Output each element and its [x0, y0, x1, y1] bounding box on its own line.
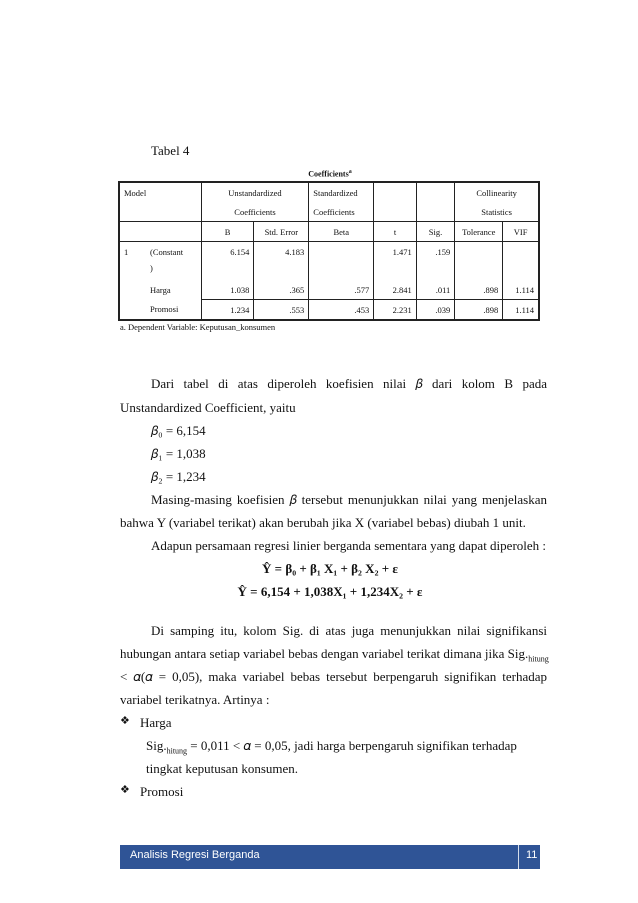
table-row	[119, 261, 539, 280]
table-row	[119, 280, 539, 300]
para4-line4: variabel terikatnya. Artinya :	[120, 692, 270, 707]
row-name: (Constant	[150, 246, 184, 257]
hdr-beta: Beta	[309, 222, 374, 242]
cell-se: 4.183	[254, 242, 309, 262]
page-number: 11	[526, 849, 538, 861]
hdr-model: Model	[124, 187, 147, 198]
para4-line1: Di samping itu, kolom Sig. di atas juga menunjukkan nilai signifikansi	[151, 623, 547, 638]
hdr-t: t	[374, 222, 417, 242]
cell-sig: .011	[416, 280, 454, 300]
harga-line1	[146, 738, 547, 756]
beta0-line: 𝛽₀ = 6,154	[151, 423, 206, 438]
beta1-line: 𝛽₁ = 1,038	[151, 446, 206, 461]
diamond-bullet-icon	[120, 786, 130, 796]
table-caption: Tabel 4	[151, 143, 190, 158]
hdr-unstd-1: Unstandardized	[201, 182, 309, 202]
hdr-tolerance: Tolerance	[455, 222, 503, 242]
cell-vif: 1.114	[503, 300, 539, 321]
regression-equation-general: Ŷ = β₀ + β₁ X₁ + β₂ X₂ + ε	[262, 561, 398, 576]
para3-line1: Adapun persamaan regresi linier berganda sementara yang dapat diperoleh :	[151, 538, 547, 553]
cell-se: .553	[254, 300, 309, 321]
cell-t: 1.471	[374, 242, 417, 262]
cell-vif	[503, 242, 539, 262]
cell-b: 1.038	[201, 280, 254, 300]
coefficients-table	[118, 181, 540, 321]
diamond-bullet-icon	[120, 717, 130, 727]
harga-line1-text: = 0,011 < 𝛼 = 0,05, jadi harga berpengaruh signifikan terhadap	[187, 738, 517, 753]
row-name-cont: )	[150, 263, 153, 273]
cell-beta: .453	[309, 300, 374, 321]
harga-sig-sub: hitung	[166, 746, 188, 756]
cell-beta	[309, 242, 374, 262]
cell-tol	[455, 242, 503, 262]
row-name: Promosi	[150, 303, 179, 314]
row-name: Harga	[150, 285, 171, 295]
hdr-std-error: Std. Error	[254, 222, 309, 242]
hdr-vif: VIF	[503, 222, 539, 242]
para4-line2	[120, 646, 549, 664]
hdr-collin-2: Statistics	[455, 202, 539, 222]
table-row	[119, 300, 539, 321]
harga-sig-label: Sig.	[146, 738, 167, 753]
hdr-collin-1: Collinearity	[455, 182, 539, 202]
bullet-harga-label: Harga	[140, 715, 172, 730]
para4-line3: < 𝛼(𝛼 = 0,05), maka variabel bebas tersebut berpengaruh signifikan terhadap	[120, 669, 547, 684]
bullet-promosi-label: Promosi	[140, 784, 184, 799]
footer-divider	[518, 845, 519, 869]
cell-sig: .159	[416, 242, 454, 262]
table-row	[119, 242, 539, 262]
para2-line2: bahwa Y (variabel terikat) akan berubah jika X (variabel bebas) diubah 1 unit.	[120, 515, 526, 530]
hdr-unstd-2: Coefficients	[201, 202, 309, 222]
table-header-row-2	[119, 202, 539, 222]
model-number: 1	[124, 246, 129, 257]
para4-line2-sub: hitung	[528, 654, 549, 664]
beta2-line: 𝛽₂ = 1,234	[151, 469, 206, 484]
footer-title: Analisis Regresi Berganda	[130, 849, 260, 861]
regression-equation-estimated: Ŷ = 6,154 + 1,038X₁ + 1,234X₂ + ε	[237, 584, 423, 599]
table-title	[120, 169, 540, 179]
table-footnote: a. Dependent Variable: Keputusan_konsumen	[120, 322, 276, 332]
table-title-sup: a	[348, 169, 352, 175]
bullet-harga	[120, 715, 172, 731]
cell-beta: .577	[309, 280, 374, 300]
cell-vif: 1.114	[503, 280, 539, 300]
cell-b: 6.154	[201, 242, 254, 262]
para2-line1: Masing-masing koefisien 𝛽 tersebut menunjukkan nilai yang menjelaskan	[151, 492, 547, 507]
cell-se: .365	[254, 280, 309, 300]
cell-b: 1.234	[201, 300, 254, 321]
table-header-row-1	[119, 182, 539, 202]
cell-tol: .898	[455, 300, 503, 321]
cell-tol: .898	[455, 280, 503, 300]
cell-t: 2.231	[374, 300, 417, 321]
table-header-row-3	[119, 222, 539, 242]
table-title-text: Coefficients	[308, 169, 349, 179]
hdr-b: B	[201, 222, 254, 242]
para4-line2-text: hubungan antara setiap variabel bebas dengan variabel terikat dimana jika Sig.	[120, 646, 529, 661]
hdr-std-2: Coefficients	[309, 202, 374, 222]
para1-line2: Unstandardized Coefficient, yaitu	[120, 400, 296, 415]
hdr-sig: Sig.	[416, 222, 454, 242]
cell-sig: .039	[416, 300, 454, 321]
harga-line2: tingkat keputusan konsumen.	[146, 761, 299, 776]
cell-t: 2.841	[374, 280, 417, 300]
para1-line1: Dari tabel di atas diperoleh koefisien nilai 𝛽 dari kolom B pada	[151, 376, 547, 391]
hdr-std-1: Standardized	[309, 182, 374, 202]
bullet-promosi	[120, 784, 183, 800]
